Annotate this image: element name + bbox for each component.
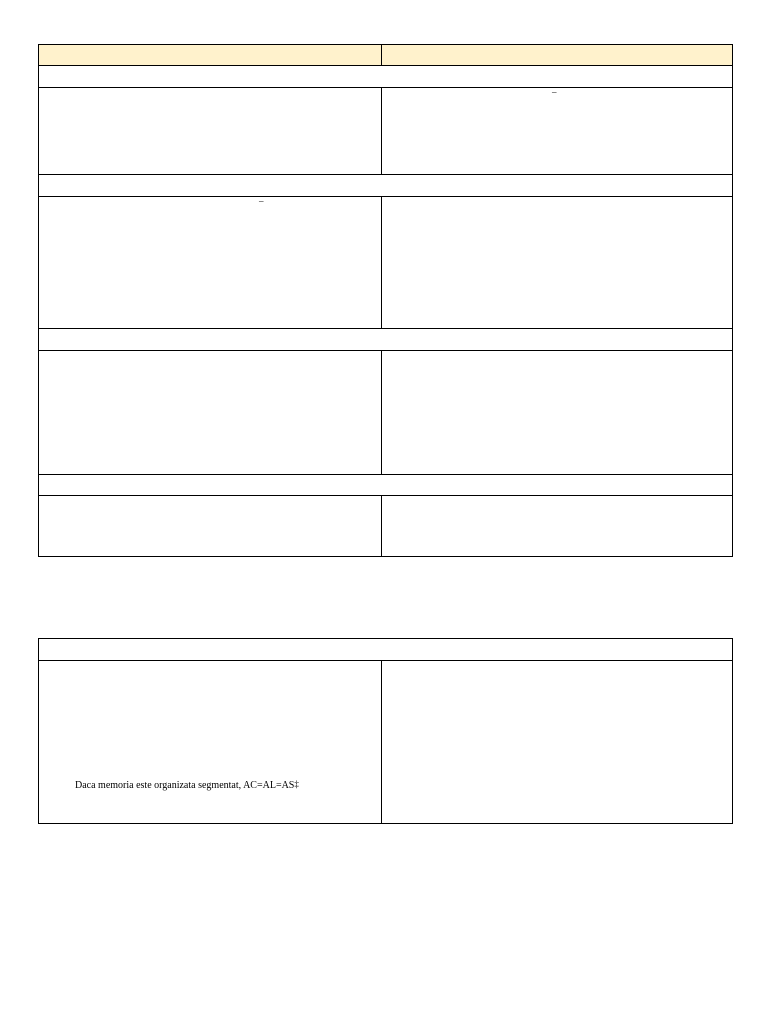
section-cell	[39, 475, 733, 496]
table-cell-left	[39, 661, 382, 824]
section-row	[39, 175, 733, 197]
table-row	[39, 661, 733, 824]
header-cell-left	[39, 45, 382, 66]
table-cell-left	[39, 88, 382, 175]
table-cell-right	[382, 661, 733, 824]
table-cell-right	[382, 88, 733, 175]
note-text: Daca memoria este organizata segmentat, AC=AL=AS	[75, 780, 295, 791]
footnote-mark: ‡	[294, 779, 299, 789]
section-cell	[39, 175, 733, 197]
section-row	[39, 66, 733, 88]
dash-mark: –	[259, 196, 264, 206]
table-header-row	[39, 45, 733, 66]
second-table	[38, 638, 733, 824]
section-cell	[39, 66, 733, 88]
table-cell-right	[382, 351, 733, 475]
table-row	[39, 351, 733, 475]
table-cell-right	[382, 496, 733, 557]
section-row	[39, 329, 733, 351]
header-cell-right	[382, 45, 733, 66]
table-cell-left	[39, 197, 382, 329]
segmented-memory-note	[75, 780, 299, 791]
section-row	[39, 475, 733, 496]
table-row	[39, 496, 733, 557]
dash-mark: –	[552, 87, 557, 97]
table-cell-right	[382, 197, 733, 329]
section-cell	[39, 329, 733, 351]
section-cell	[39, 639, 733, 661]
table-row	[39, 88, 733, 175]
table-cell-left	[39, 496, 382, 557]
section-row	[39, 639, 733, 661]
main-table	[38, 44, 733, 557]
table-cell-left	[39, 351, 382, 475]
table-row	[39, 197, 733, 329]
